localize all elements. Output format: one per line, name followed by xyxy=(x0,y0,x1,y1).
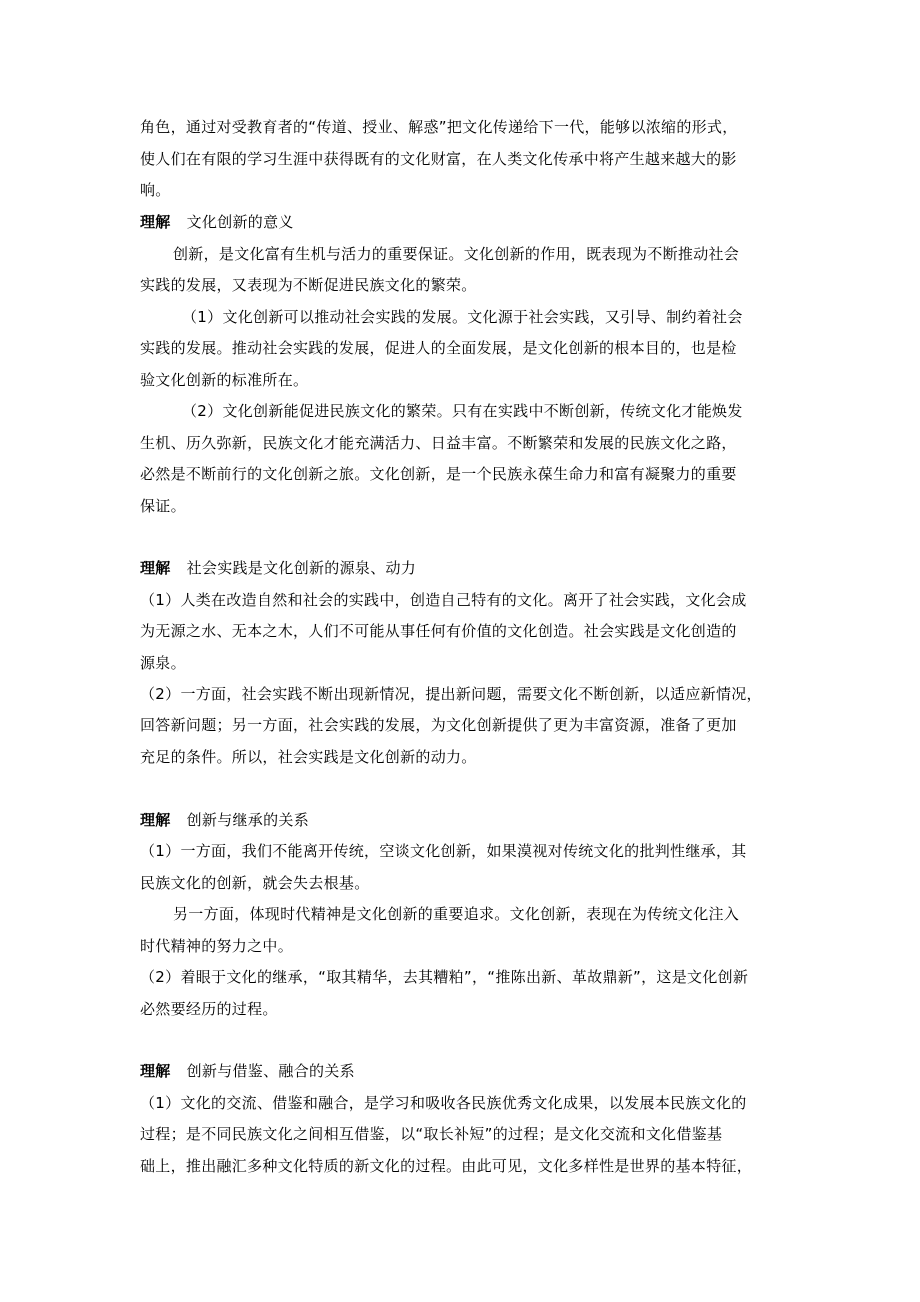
paragraph-line: 充足的条件。所以，社会实践是文化创新的动力。 xyxy=(140,748,477,766)
section-heading xyxy=(140,212,294,232)
section-label: 理解 xyxy=(140,559,171,577)
paragraph-line: 生机、历久弥新，民族文化才能充满活力、日益丰富。不断繁荣和发展的民族文化之路， xyxy=(140,434,737,452)
paragraph-line: （1）人类在改造自然和社会的实践中，创造自己特有的文化。离开了社会实践，文化会成 xyxy=(140,591,747,609)
section-title: 文化创新的意义 xyxy=(186,213,294,231)
paragraph-line: 时代精神的努力之中。 xyxy=(140,937,294,955)
section-label: 理解 xyxy=(140,811,171,829)
section-heading xyxy=(140,1061,355,1081)
paragraph-line: （1）文化创新可以推动社会实践的发展。文化源于社会实践，又引导、制约着社会 xyxy=(182,308,743,326)
paragraph-line: 另一方面，体现时代精神是文化创新的重要追求。文化创新，表现在为传统文化注入 xyxy=(173,905,740,923)
intro-line: 使人们在有限的学习生涯中获得既有的文化财富，在人类文化传承中将产生越来越大的影 xyxy=(140,150,737,168)
section-title: 社会实践是文化创新的源泉、动力 xyxy=(186,559,417,577)
section-title: 创新与继承的关系 xyxy=(186,811,310,829)
paragraph-line: 实践的发展，又表现为不断促进民族文化的繁荣。 xyxy=(140,276,477,294)
paragraph-line: 创新，是文化富有生机与活力的重要保证。文化创新的作用，既表现为不断推动社会 xyxy=(173,245,740,263)
paragraph-line: 实践的发展。推动社会实践的发展，促进人的全面发展，是文化创新的根本目的，也是检 xyxy=(140,339,737,357)
paragraph-line: 过程；是不同民族文化之间相互借鉴，以“取长补短”的过程；是文化交流和文化借鉴基 xyxy=(140,1125,723,1143)
paragraph-line: （1）文化的交流、借鉴和融合，是学习和吸收各民族优秀文化成果，以发展本民族文化的 xyxy=(140,1094,747,1112)
section-heading xyxy=(140,558,416,578)
paragraph-line: （1）一方面，我们不能离开传统，空谈文化创新，如果漠视对传统文化的批判性继承，其 xyxy=(140,842,747,860)
section-title: 创新与借鉴、融合的关系 xyxy=(186,1062,355,1080)
section-label: 理解 xyxy=(140,213,171,231)
paragraph-line: 必然要经历的过程。 xyxy=(140,1000,278,1018)
paragraph-line: 础上，推出融汇多种文化特质的新文化的过程。由此可见，文化多样性是世界的基本特征， xyxy=(140,1157,753,1175)
paragraph-line: 源泉。 xyxy=(140,654,186,672)
paragraph-line: （2）文化创新能促进民族文化的繁荣。只有在实践中不断创新，传统文化才能焕发 xyxy=(182,402,743,420)
paragraph-line: 保证。 xyxy=(140,497,186,515)
section-heading xyxy=(140,810,309,830)
paragraph-line: 回答新问题；另一方面，社会实践的发展，为文化创新提供了更为丰富资源，准备了更加 xyxy=(140,716,737,734)
paragraph-line: 为无源之水、无本之木，人们不可能从事任何有价值的文化创造。社会实践是文化创造的 xyxy=(140,622,737,640)
intro-line: 角色，通过对受教育者的“传道、授业、解惑”把文化传递给下一代，能够以浓缩的形式， xyxy=(140,118,738,136)
paragraph-line: 必然是不断前行的文化创新之旅。文化创新，是一个民族永葆生命力和富有凝聚力的重要 xyxy=(140,465,737,483)
section-label: 理解 xyxy=(140,1062,171,1080)
paragraph-line: 民族文化的创新，就会失去根基。 xyxy=(140,874,370,892)
intro-line: 响。 xyxy=(140,181,171,199)
paragraph-line: 验文化创新的标准所在。 xyxy=(140,371,309,389)
paragraph-line: （2）着眼于文化的继承，“取其精华，去其糟粕”，“推陈出新、革故鼎新”，这是文化创新 xyxy=(140,968,749,986)
paragraph-line: （2）一方面，社会实践不断出现新情况，提出新问题，需要文化不断创新，以适应新情况， xyxy=(140,685,762,703)
